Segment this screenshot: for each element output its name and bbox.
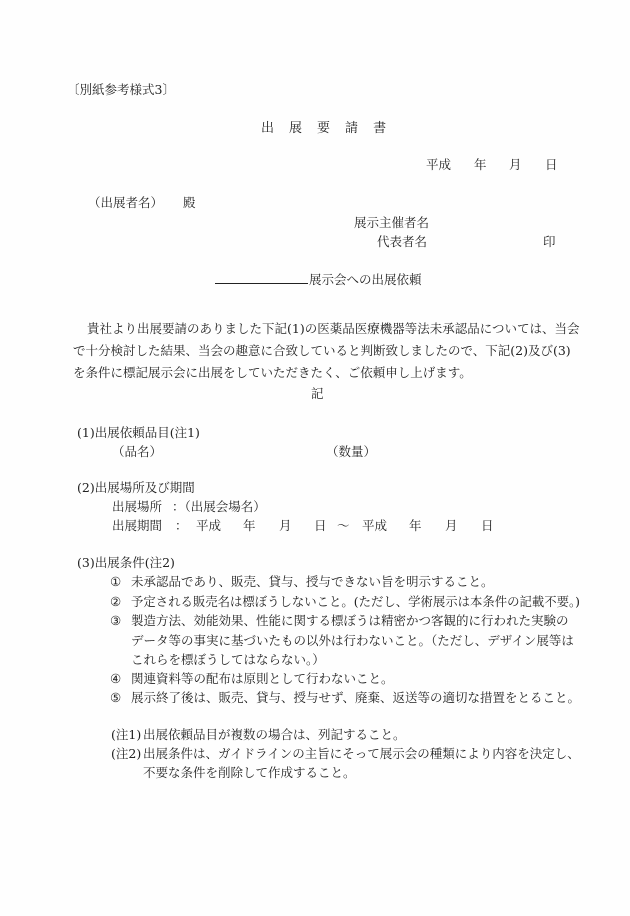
- title-char: 出: [261, 121, 275, 136]
- condition-text: これらを標ぼうしてはならない。）: [131, 652, 325, 667]
- body-line: で十分検討した結果、当会の趣意に合致していると判断致しましたので、下記(2)及び(3): [73, 343, 571, 358]
- title-char: 要: [317, 121, 331, 136]
- start-month: 月: [279, 518, 292, 533]
- form-label: 〔別紙参考様式3〕: [67, 82, 175, 97]
- venue-label: 出展場所: [112, 499, 163, 514]
- condition-text: 予定される販売名は標ぼうしないこと。(ただし、学術展示は本条件の記載不要。): [131, 594, 580, 609]
- date-era: 平成: [426, 157, 452, 172]
- condition-number: ④: [110, 671, 122, 686]
- start-era: 平成: [196, 518, 222, 533]
- addressee-honorific: 殿: [183, 195, 196, 210]
- note-text: 出展依頼品目が複数の場合は、列記すること。: [143, 727, 406, 742]
- condition-number: ②: [110, 594, 122, 609]
- body-paragraph: [73, 318, 580, 384]
- end-day: 日: [481, 518, 494, 533]
- section1-heading: (1)出展依頼品目(注1): [77, 425, 200, 440]
- subject-line: [215, 272, 422, 287]
- section2-heading: (2)出展場所及び期間: [77, 480, 195, 495]
- condition-number: ⑤: [110, 690, 122, 705]
- date-day: 日: [545, 157, 558, 172]
- title-char: 書: [373, 121, 387, 136]
- period-colon: ：: [175, 518, 188, 533]
- end-month: 月: [445, 518, 458, 533]
- venue-value: ：（出展会場名）: [172, 499, 266, 514]
- note-text: 不要な条件を削除して作成すること。: [143, 765, 356, 780]
- body-line: 貴社より出展要請のありました下記(1)の医薬品医療機器等法未承認品については、当会: [87, 321, 580, 336]
- title-char: 請: [345, 121, 359, 136]
- note-label: (注2): [111, 746, 142, 761]
- document-title: [261, 122, 386, 135]
- quantity-label: （数量）: [326, 444, 377, 459]
- ki-heading: 記: [311, 386, 324, 401]
- condition-number: ①: [110, 574, 122, 589]
- condition-text: データ等の事実に基づいたもの以外は行わないこと。（ただし、デザイン展等は: [131, 633, 574, 648]
- seal-mark: 印: [543, 234, 556, 249]
- start-day: 日: [314, 518, 327, 533]
- condition-text: 展示終了後は、販売、貸与、授与せず、廃棄、返送等の適切な措置をとること。: [131, 690, 581, 705]
- title-char: 展: [289, 121, 303, 136]
- organizer-label: 展示主催者名: [354, 215, 430, 230]
- body-line: を条件に標記展示会に出展をしていただきたく、ご依頼申し上げます。: [73, 365, 472, 380]
- condition-text: 製造方法、効能効果、性能に関する標ぼうは精密かつ客観的に行われた実験の: [131, 613, 569, 628]
- exhibition-name-blank: [215, 272, 308, 284]
- date-month: 月: [509, 157, 522, 172]
- start-year: 年: [243, 518, 256, 533]
- end-year: 年: [409, 518, 422, 533]
- condition-number: ③: [110, 613, 122, 628]
- note-text: 出展条件は、ガイドラインの主旨にそって展示会の種類により内容を決定し、: [143, 746, 580, 761]
- note-label: (注1): [111, 727, 142, 742]
- end-era: 平成: [362, 518, 388, 533]
- section3-heading: (3)出展条件(注2): [77, 555, 175, 570]
- period-label: 出展期間: [112, 518, 163, 533]
- date-year: 年: [474, 157, 487, 172]
- range-tilde: ～: [337, 518, 350, 533]
- representative-label: 代表者名: [377, 234, 428, 249]
- item-name-label: （品名）: [112, 444, 163, 459]
- subject-suffix: 展示会への出展依頼: [309, 272, 422, 287]
- addressee-name: （出展者名）: [88, 195, 164, 210]
- condition-text: 関連資料等の配布は原則として行わないこと。: [131, 671, 394, 686]
- condition-text: 未承認品であり、販売、貸与、授与できない旨を明示すること。: [131, 574, 494, 589]
